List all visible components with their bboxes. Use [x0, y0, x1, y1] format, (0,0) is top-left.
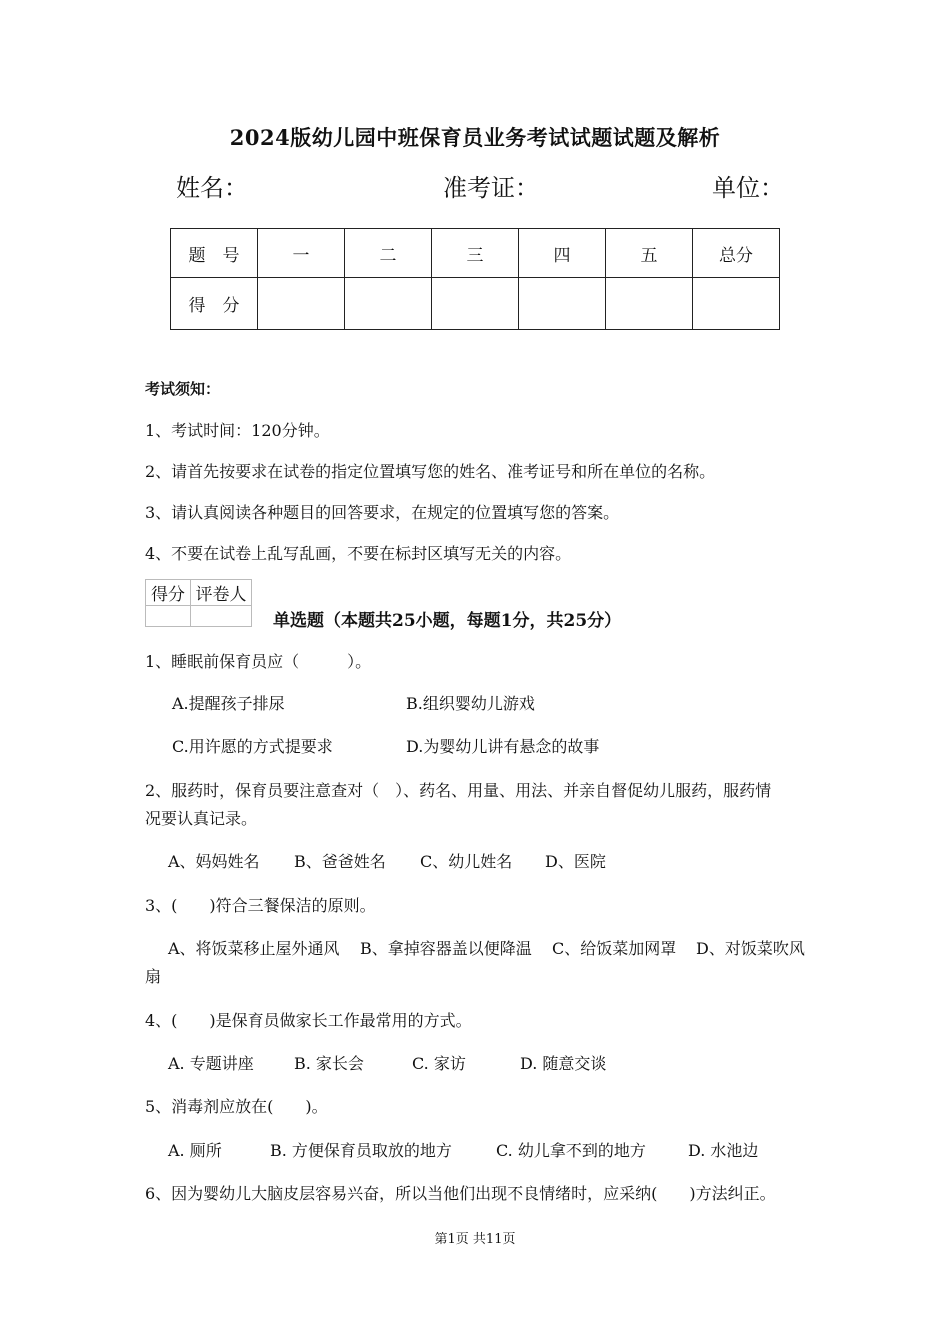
- score-header-cell: 题 号: [171, 229, 258, 278]
- score-header-cell: 三: [432, 229, 519, 278]
- score-table-score-row: [171, 278, 780, 330]
- answer-option: D. 水池边: [688, 1141, 759, 1160]
- unit-field-label: 单位：: [712, 174, 784, 202]
- score-table-header-row: [171, 229, 780, 278]
- answer-option: B、爸爸姓名: [294, 852, 386, 871]
- score-header-cell: 一: [258, 229, 345, 278]
- question-stem: 3、( )符合三餐保洁的原则。: [145, 896, 376, 915]
- answer-option: B. 方便保育员取放的地方: [270, 1141, 452, 1160]
- answer-option: A、妈妈姓名: [168, 852, 260, 871]
- notice-title: 考试须知：: [145, 380, 221, 398]
- question-stem: 1、睡眠前保育员应（ ）。: [145, 652, 372, 671]
- score-cell: [345, 278, 432, 330]
- answer-option: D.为婴幼儿讲有悬念的故事: [406, 737, 600, 756]
- name-field-label: 姓名：: [176, 174, 248, 202]
- answer-option: A.提醒孩子排尿: [172, 694, 285, 713]
- notice-item: 2、请首先按要求在试卷的指定位置填写您的姓名、准考证号和所在单位的名称。: [145, 462, 716, 481]
- grader-box-score-label: 得分: [146, 580, 191, 606]
- page-title: 2024版幼儿园中班保育员业务考试试题试题及解析: [229, 125, 721, 150]
- answer-option: B、拿掉容器盖以便降温: [360, 939, 532, 958]
- grader-box: [145, 579, 252, 627]
- answer-option: C. 幼儿拿不到的地方: [496, 1141, 646, 1160]
- answer-option: C、给饭菜加网罩: [552, 939, 677, 958]
- answer-option-continued: 扇: [145, 967, 162, 986]
- score-table: [170, 228, 780, 330]
- notice-item: 1、考试时间：120分钟。: [145, 421, 330, 440]
- grader-box-grader-label: 评卷人: [191, 580, 252, 606]
- answer-option: D、对饭菜吹风: [696, 939, 805, 958]
- answer-option: A. 专题讲座: [168, 1054, 254, 1073]
- answer-option: C、幼儿姓名: [420, 852, 513, 871]
- answer-option: B.组织婴幼儿游戏: [406, 694, 535, 713]
- score-cell: [258, 278, 345, 330]
- answer-option: A、将饭菜移止屋外通风: [168, 939, 340, 958]
- score-cell: [606, 278, 693, 330]
- question-stem: 2、服药时，保育员要注意查对（ ）、药名、用量、用法、并亲自督促幼儿服药，服药情: [145, 781, 772, 800]
- question-stem: 6、因为婴幼儿大脑皮层容易兴奋，所以当他们出现不良情绪时，应采纳( )方法纠正。: [145, 1184, 776, 1203]
- answer-option: B. 家长会: [294, 1054, 364, 1073]
- notice-item: 4、不要在试卷上乱写乱画，不要在标封区填写无关的内容。: [145, 544, 572, 563]
- answer-option: D. 随意交谈: [520, 1054, 607, 1073]
- score-header-cell: 五: [606, 229, 693, 278]
- score-cell: [519, 278, 606, 330]
- score-cell: [432, 278, 519, 330]
- question-stem-continued: 况要认真记录。: [145, 809, 258, 828]
- score-row-label: 得 分: [171, 278, 258, 330]
- answer-option: C. 家访: [412, 1054, 466, 1073]
- grader-box-score-cell: [146, 606, 191, 627]
- section-title: 单选题（本题共25小题，每题1分，共25分）: [273, 611, 622, 631]
- question-stem: 4、( )是保育员做家长工作最常用的方式。: [145, 1011, 472, 1030]
- answer-option: D、医院: [545, 852, 606, 871]
- page-footer: 第1页 共11页: [434, 1232, 516, 1247]
- score-header-cell: 总分: [693, 229, 780, 278]
- grader-box-grader-cell: [191, 606, 252, 627]
- exam-id-field-label: 准考证：: [443, 174, 539, 202]
- answer-option: C.用许愿的方式提要求: [172, 737, 333, 756]
- notice-item: 3、请认真阅读各种题目的回答要求，在规定的位置填写您的答案。: [145, 503, 620, 522]
- score-header-cell: 二: [345, 229, 432, 278]
- score-cell: [693, 278, 780, 330]
- answer-option: A. 厕所: [168, 1141, 222, 1160]
- score-header-cell: 四: [519, 229, 606, 278]
- question-stem: 5、消毒剂应放在( )。: [145, 1097, 328, 1116]
